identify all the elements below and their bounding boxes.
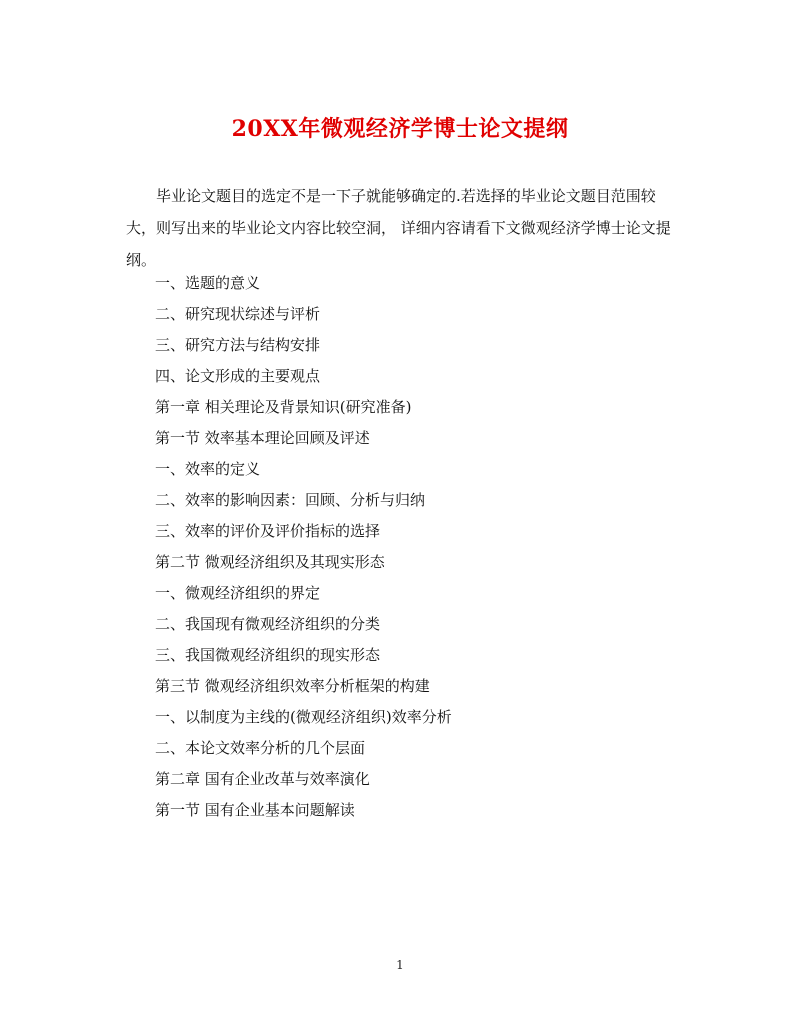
outline-item: 一、选题的意义 — [155, 274, 261, 292]
outline-item: 一、以制度为主线的(微观经济组织)效率分析 — [155, 708, 452, 726]
outline-item: 第三节 微观经济组织效率分析框架的构建 — [155, 677, 430, 695]
outline-item: 二、效率的影响因素：回顾、分析与归纳 — [155, 491, 426, 509]
intro-paragraph: 毕业论文题目的选定不是一下子就能够确定的.若选择的毕业论文题目范围较大，则写出来的毕业论文内容比较空洞， 详细内容请看下文微观经济学博士论文提纲。 — [126, 187, 671, 269]
outline-item: 一、微观经济组织的界定 — [155, 584, 321, 602]
outline-item: 二、本论文效率分析的几个层面 — [155, 739, 366, 757]
outline-item: 三、我国微观经济组织的现实形态 — [155, 646, 381, 664]
outline-item: 第一节 国有企业基本问题解读 — [155, 801, 355, 819]
outline-item: 三、研究方法与结构安排 — [155, 336, 321, 354]
outline-list — [155, 268, 675, 826]
outline-item: 第一节 效率基本理论回顾及评述 — [155, 429, 370, 447]
outline-item: 第二节 微观经济组织及其现实形态 — [155, 553, 385, 571]
outline-item: 四、论文形成的主要观点 — [155, 367, 321, 385]
page-number: 1 — [396, 958, 404, 972]
outline-item: 第二章 国有企业改革与效率演化 — [155, 770, 370, 788]
outline-item: 三、效率的评价及评价指标的选择 — [155, 522, 381, 540]
outline-item: 二、研究现状综述与评析 — [155, 305, 321, 323]
document-title: 20XX年微观经济学博士论文提纲 — [231, 116, 569, 142]
outline-item: 二、我国现有微观经济组织的分类 — [155, 615, 381, 633]
outline-item: 第一章 相关理论及背景知识(研究准备) — [155, 398, 412, 416]
outline-item: 一、效率的定义 — [155, 460, 261, 478]
